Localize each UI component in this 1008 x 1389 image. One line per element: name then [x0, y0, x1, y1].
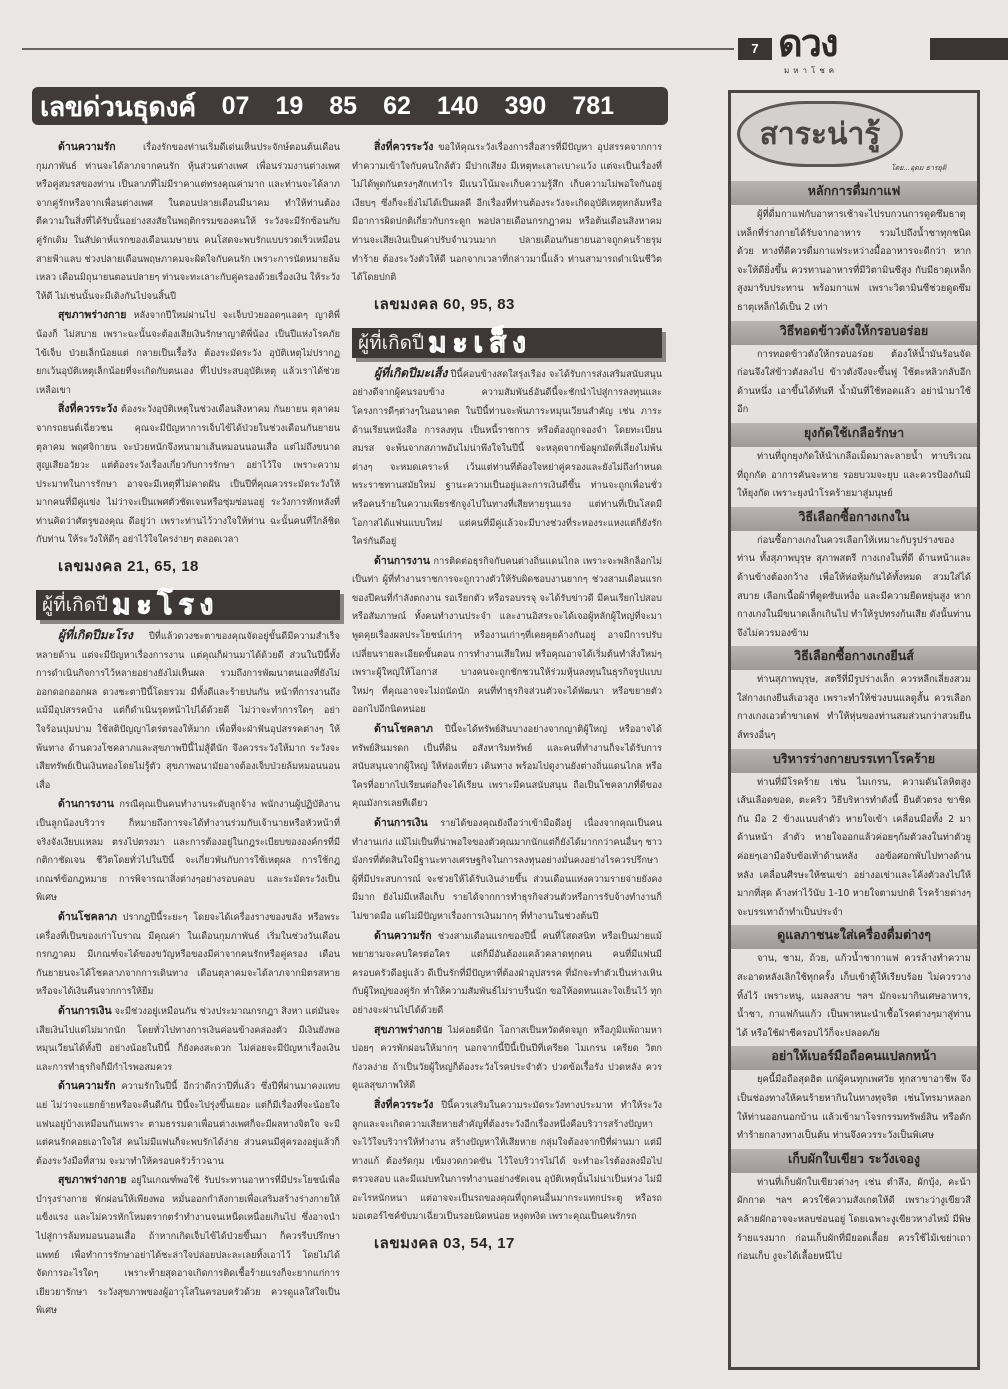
paragraph-label: สุขภาพร่างกาย	[58, 309, 127, 322]
tip-text: ยุคนี้มือถือสุดฮิต แก่ผู้คนทุกเพศวัย ทุกสาขาอาชีพ จึงเป็นช่องทางให้คนร้ายหากินในทางทุจริต เช่นโทรมาหลอกให้ท่านออกนอกบ้าน แล้วเข้ามาโจรกรรมทรัพย์สิน หรือดักทำร้ายกลางทางเป็นต้น ท่านจึงควรระวังเป็นพิเศษ	[737, 1074, 971, 1142]
magazine-logo-subtitle: มหาโชค	[784, 66, 839, 75]
tip-body	[731, 1173, 977, 1270]
tip-title: หลักการดื่มกาแฟ	[731, 181, 977, 205]
tip-title: บริหารร่างกายบรรเทาโรคร้าย	[731, 749, 977, 773]
banner-number: 140	[436, 91, 479, 120]
sidebar-header	[731, 93, 977, 181]
tip-body	[731, 205, 977, 321]
tip-text: ท่านที่ถูกยุงกัดให้นำเกลือเม็ดมาละลายน้ำ ทาบริเวณที่ถูกกัด อาการคันจะหาย รอยบวมจะยุบ และควรป้องกันมิให้ยุงกัด เพราะยุงนำโรคร้ายมาสู่มนุษย์	[737, 450, 971, 500]
tip-text: ผู้ที่ดื่มกาแฟกับอาหารเช้าจะไปรบกวนการดูดซึมธาตุเหล็กที่ร่างกายได้รับจากอาหาร รวมไปถึงน้ำชาทุกชนิดด้วย ทางที่ดีควรดื่มกาแฟระหว่างมื้ออาหารจะดีกว่า หากจะให้ดียิ่งขึ้น ควรทานอาหารที่มีวิตามินซีสูง กับมีธาตุเหล็กสูงมารับประทาน พร้อมกาแฟ เพราะวิตามินซีช่วยดูดซึมธาตุเหล็กได้เป็น 2 เท่า	[737, 209, 971, 313]
lucky-numbers-banner	[32, 87, 668, 125]
tip-item	[731, 749, 977, 926]
paragraph-fortune	[352, 720, 662, 814]
tip-item	[731, 507, 977, 647]
paragraph-text: ขอให้คุณระวังเรื่องการสื่อสารที่มีปัญหา อุปสรรคจากการทำความเข้าใจกับคนใกล้ตัว มีปากเสียง มีเหตุทะเลาะเบาะแว้ง แต่จะเป็นเรื่องที่ไม่ได้พูดกันตรงๆสักเท่าไร มีแนวโน้มจะเก็บความรู้สึก เก็บความไม่พอใจกันอยู่เงียบๆ ซึ่งก็จะยิ่งไม่ได้เป็นผลดี อีกเรื่องที่ท่านต้องระวังจะเกิดอุบัติเหตุหกล้มหรือมีอาการผิดปกติเกี่ยวกับกระดูก พอปลายเดือนกรกฎาคม หรือต้นเดือนสิงหาคม ท่านจะเสียเงินเป็นค่าปรับจำนวนมาก ปลายเดือนกันยายนอาจถูกคนร้ายรุมทำร้าย ต้องระวังตัวให้ดี นอกจากเวลาที่กล่าวมานี้แล้ว ท่านสามารถดำเนินชีวิตได้โดยปกติ	[352, 142, 663, 284]
paragraph-label: ด้านการเงิน	[58, 1004, 112, 1017]
tip-text: ท่านสุภาพบุรุษ, สตรีที่มีรูปร่างเล็ก ควรหลีกเลี่ยงสวมใส่กางเกงยีนส์เอวสูง เพราะทำให้ช่วงบนแลดูสั้น ควรเลือกกางเกงเอวต่ำขาเดฟ ทำให้หุ่นของท่านสมส่วนกว่าสวมยีนส์ทรงอื่นๆ	[737, 674, 971, 742]
sidebar-logo: สาระน่ารู้	[737, 101, 903, 167]
paragraph-lead: ผู้ที่เกิดปีมะโรง	[58, 628, 133, 643]
lucky-numbers: เลขมงคล 21, 65, 18	[58, 558, 199, 576]
paragraph-love	[36, 138, 340, 306]
paragraph-text: ปีนี้ค่อนข้างสดใสรุ่งเรือง จะได้รับการส่งเสริมสนับสนุน อย่างดีจากผู้คนรอบข้าง ความสัมพันธ์อันดีนี้จะชักนำไปสู่การลงทุนและโครงการดีๆต่างๆในอนาคต ในปีนี้ท่านจะพ้นภาระหมุนเวียนสำคัญ เช่น ภาระด้านเรียนหนังสือ การลงทุน เป็นหนี้ราชการ หรือต้องถูกจองจำ โดยทะเบียนสมรส จะพ้นจากสภาพอันไม่น่าพึงใจในปีนี้ จะหลุดจากข้อผูกมัดที่เลี่ยงไม่พ้นต่างๆ จะหมดเคราะห์ เว้นแต่ท่านที่ต้องใจหย่าคู่ครองและยังไม่ถึงกำหนดพระราชทานสมัยใหม่ ฐานะความเป็นอยู่และการเงินดีขึ้น ท่านจะถูกเพื่อนชั่วหรือคนร้ายในความเพียรชักจูงไปในทางที่เสียหายรุนแรง แต่ท่านที่เป็นโสดมีโอกาสได้แฟนแบบใหม่ แต่คนที่มีคู่แล้วจะมีบางช่วงที่ระหองระแหงแต่ก็ยังรักใคร่กันดีอยู่	[352, 368, 662, 548]
tips-list	[731, 181, 977, 1270]
header-bar	[930, 38, 1008, 60]
zodiac-year-heading	[352, 325, 662, 359]
paragraph-text: ปรากฏปีนี้ระยะๆ โดยจะได้เครื่องรางของขลัง หรือพระเครื่องที่เป็นของเก่าโบราณ มีคุณค่า ในเดือนกุมภาพันธ์ เริ่มในช่วงวันเดือนกรกฎาคม มีเกณฑ์จะได้ของขวัญหรือของมีค่าจากคนรักหรือคู่ครอง เดือนกันยายนจะได้โชคลาภจากการเดินทาง เดือนตุลาคมจะได้ลาภจากมิตรสหาย หรือจะได้เงินคืนจากการให้ยืม	[36, 911, 340, 998]
paragraph-label: สุขภาพร่างกาย	[58, 1174, 127, 1187]
heading-year: มะโรง	[112, 588, 220, 622]
paragraph-finance	[36, 1002, 340, 1077]
banner-number: 781	[572, 91, 615, 120]
paragraph-text: ปีนี้ควรเสริมในความระมัดระวังทางประมาท ทำให้ระวังลูกและจะเกิดความเสียหายสำคัญที่ต้องระวังอีกเรื่องหนึ่งคือบริวารสร้างปัญหา จะไว้ใจบริวารให้ทำงาน สร้างปัญหาให้เสียหาย กลุ่มใจต้องจากปีที่ผ่านมา แต่มีทางแก้ ต้องรัดกุม เข้มงวดกวดขัน ไว้ใจบริวารไม่ได้ จะทำอะไรต้องลงมือไปตรวจสอบ และมีแม่บทในการทำงานอย่างชัดเจน อุบัติเหตุนั้นไม่น่าเป็นห่วง ไม่มีอะไรหนักหนา แต่อาจจะเป็นรถของคุณที่ถูกคนอื่นมากระแทกประตู หรือรถมอเตอร์ไซค์ขับมาเฉี่ยวเป็นรอยนิดหน่อย หงุดหงิด เพราะคุณเป็นคนรักรถ	[352, 1099, 662, 1223]
author-credit: โดย...อุดม ธารยุติ	[891, 164, 947, 172]
paragraph-text: จะมีช่วงอยู่เหมือนกัน ช่วงประมาณกรกฎา สิงหา แต่มันจะเสียเงินไปแต่ไม่มากนัก โดยทั่วไปทางการเงินค่อนข้างคล่องตัว มีเงินยังพอหมุนเวียนได้ทั้งปี อย่างน้อยในปีนี้ ก็ยังคงสะดวก ไม่ค่อยจะมีปัญหาเรื่องเงิน และการทำธุรกิจก็มีกำไรพอสมควร	[36, 1005, 341, 1073]
tip-text: ท่านที่มีโรคร้าย เช่น ไมเกรน, ความดันโลหิตสูง เส้นเลือดขอด, ตะคริว วิธีบริหารทำดังนี้ ยืนตัวตรง ขาชิดกัน มือ 2 ข้างแนบลำตัว หายใจเข้า เคลื่อนมือทั้ง 2 มาด้านหน้า ลำตัว หายใจออกแล้วค่อยๆก้มตัวลงในท่าตัวยู ค่อยๆเอามือจับข้อเท้าด้านหลัง งอข้อศอกพับไปทางด้านหลัง เคลื่อนศีรษะให้ชนเข่า อย่างอเข่าและโค้งตัวลงไปให้มากที่สุด ค้างท่าไว้นับ 1-10 หายใจตามปกติ โรคร้ายต่างๆจะบรรเทาถ้าทำเป็นประจำ	[737, 776, 971, 918]
paragraph-intro	[36, 626, 340, 795]
paragraph-love	[36, 1077, 340, 1171]
paragraph-label: ด้านการเงิน	[374, 817, 428, 829]
banner-number: 390	[504, 91, 547, 120]
lucky-numbers: เลขมงคล 03, 54, 17	[374, 1235, 515, 1253]
paragraph-label: สิ่งที่ควรระวัง	[374, 141, 434, 153]
tip-item	[731, 925, 977, 1046]
paragraph-text: ช่วงสามเดือนแรกของปีนี้ คนที่โสดสนิท หรือเป็นม่ายแม้พยายามจะคบใครต่อใคร แต่ก็มีอันต้องแคล้วคลาดทุกคน คนที่มีแฟนมีครอบครัวดีอยู่แล้ว ดีเป็นรักที่มีปัญหาที่ต้องฝ่าอุปสรรค ที่มักจะทำตัวเป็นห่างเหินกับผู้ใหญ่ของคู่รัก ทำให้ความสัมพันธ์ไม่ราบรื่นนัก ขอให้อดทนและใจเย็นไว้ ทุกอย่างจะผ่านไปได้ด้วยดี	[352, 930, 662, 1016]
paragraph-lead: ผู้ที่เกิดปีมะเส็ง	[374, 365, 448, 380]
tip-title: วิธีเลือกซื้อกางเกงใน	[731, 507, 977, 531]
tip-body	[731, 670, 977, 748]
paragraph-label: ด้านความรัก	[374, 929, 432, 942]
paragraph-work	[352, 552, 662, 720]
paragraph-health	[36, 306, 340, 400]
paragraph-text: ไม่ค่อยดีนัก โอกาสเป็นหวัดคัดจมูก หรือภูมิแพ้ถามหาบ่อยๆ ควรพักผ่อนให้มากๆ นอกจากนี้ปีนี้เป็นปีที่เครียด ไมเกรน เครียด วิตกกังวลง่าย ถ้าเป็นวัยผู้ใหญ่ก็ต้องระวังโรคประจำตัว ปวดข้อเรื้อรัง ปวดหลัง ควรดูแลสุขภาพให้ดี	[352, 1024, 662, 1092]
paragraph-work	[36, 795, 340, 908]
paragraph-text: ต้องระวังอุบัติเหตุในช่วงเดือนสิงหาคม กันยายน ตุลาคม จากรถยนต์เฉี่ยวชน คุณจะมีปัญหาการเจ็บไข้ได้ป่วยในช่วงเดือนกันยายน ตุลาคม พฤศจิกายน จะป่วยหนักจึงหนามาเส้นหมอนนอนเสื่อ แต่ไม่ถึงขนาดสูญเสียอวัยวะ แต่ต้องระวังเรื่องเกี่ยวกับการรักษา อย่าไว้ใจ เพราะความประมาทในการรักษา อาจจะมีเหตุที่ไม่คาดฝัน เป็นปีที่คุณควรระมัดระวังให้มากคนที่มีคู่แข่ง ไม่ว่าจะเป็นเพศตัวชัดเจนหรือซุ่มซ่อนอยู่ ระวังการหักหลังที่ท่านคิดว่าศัตรูของคุณ ดีอยู่ว่า เพราะท่านไว้วางใจให้ท่าน ฉะนั้นคนที่ใกล้ชิดกับท่าน ให้ระวังให้ดีๆ อย่าไว้ใจใครง่ายๆ ตลอดเวลา	[36, 404, 340, 546]
middle-column	[352, 138, 662, 1267]
tip-title: ดูแลภาชนะใส่เครื่องดื่มต่างๆ	[731, 925, 977, 949]
magazine-logo	[778, 24, 928, 74]
banner-number: 19	[275, 91, 304, 120]
paragraph-label: ด้านการงาน	[374, 554, 430, 567]
tip-item	[731, 181, 977, 321]
heading-prefix: ผู้ที่เกิดปี	[42, 594, 109, 617]
paragraph-text: กรณีคุณเป็นคนทำงานระดับลูกจ้าง พนักงานผู้ปฏิบัติงานเป็นลูกน้องบริวาร ก็หมายถึงการจะได้ทำงานร่วมกับเจ้านายหรือหัวหน้าที่จริงจังเงียบแหลม ตรงไปตรงมา และการต้องอยู่ในกฎระเบียบขององค์กรที่มีกติกาชัดเจน ชีวิตโดยทั่วไปในปีนี้ จะเกี่ยวพันกับการใช้เหตุผล การใช้กฎเกณฑ์ข้อกฎหมาย การพิจารณาสิ่งต่างๆอย่างรอบคอบ และระมัดระวังเป็นพิเศษ	[36, 799, 340, 904]
tip-item	[731, 1046, 977, 1148]
paragraph-finance	[352, 814, 662, 927]
paragraph-text: ความรักในปีนี้ อีกว่าดีกว่าปีที่แล้ว ซึ่งปีที่ผ่านมาคงแทบแย่ ไม่ว่าจะแยกย้ายหรือจะคืนดีกัน ปีนี้จะไปรุ่งขึ้นเยอะ แต่ก็มีเรื่องที่จะน้อยใจแฟนอยู่บ้างเหมือนกันเพราะ ตามธรรมดาเพื่อนต่างเพศก็จะมีผลทางจิตใจ จะมีแต่คนรักคอยเอาใจใส่ คนไม่มีแฟนก็จะพบรักได้ง่าย ส่วนคนมีคู่ครองอยู่แล้วก็ต้องระวังมือที่สาม จะมาทำให้ครอบครัวร้าวฉาน	[36, 1081, 340, 1167]
lucky-numbers: เลขมงคล 60, 95, 83	[374, 295, 515, 313]
paragraph-text: เรื่องรักของท่านเริ่มดีเด่นเห็นประจักษ์ตอนต้นเดือนกุมภาพันธ์ ท่านจะได้ลาภจากคนรัก หุ้นส่วนต่างเพศ เพื่อนร่วมงานต่างเพศ หรือคู่สมรสของท่าน เป็นลาภที่ไม่มีราคาแต่ทรงคุณค่ามาก และท่านจะได้ลาภจากคู่รักหรือจากเพื่อนต่างเพศ ในตอนปลายเดือนมีนาคม ทำให้ท่านต้องตีความในสิ่งที่ได้รับนั้นอย่างสงสัยในพฤติกรรมของคนให้ ระวังจะมีรักซ้อนกับคู่รักเดิม ในสัปดาห์แรกของเดือนเมษายน คนโสดจะพบรักแบบรวดเร็วเหมือนสายฟ้าแลบ ช่วงปลายเดือนพฤษภาคมจะผิดใจกับคนรัก เพราะการนัดหมายล้มเหลว เดือนมิถุนายนตอนปลายๆ ท่านจะทะเลาะกับคู่ครองด้วยเรื่องเงิน ให้ระวังให้ดี ไม่เช่นนั้นจะมีเดิงกันไปจนสิ้นปี	[36, 142, 340, 302]
knowledge-sidebar	[728, 90, 980, 1370]
tip-body	[731, 345, 977, 423]
tip-body	[731, 949, 977, 1046]
banner-title: เลขด่วนธุดงค์	[40, 91, 196, 122]
zodiac-year-heading	[36, 590, 340, 620]
magazine-logo-word: ดวง	[778, 23, 837, 65]
tip-title: วิธีเลือกซื้อกางเกงยีนส์	[731, 646, 977, 670]
paragraph-label: ด้านการงาน	[58, 798, 114, 811]
tip-title: เก็บผักใบเขียว ระวังเจองู	[731, 1149, 977, 1173]
heading-prefix: ผู้ที่เกิดปี	[358, 331, 425, 354]
left-column	[36, 138, 340, 1321]
tip-item	[731, 1149, 977, 1270]
tip-body	[731, 531, 977, 647]
paragraph-health	[352, 1021, 662, 1096]
banner-number: 62	[383, 91, 411, 120]
paragraph-caution	[36, 400, 340, 550]
paragraph-label: ด้านความรัก	[58, 1080, 116, 1093]
tip-text: ท่านที่เก็บผักใบเขียวต่างๆ เช่น ตำลึง, ผักบุ้ง, คะน้า ผักกาด ฯลฯ ควรใช้ความสังเกตให้ดี เพราะว่างูเขียวสีคล้ายผักอาจจะหลบซ่อนอยู่ โดยเฉพาะงูเขียวหางไหม้ มีพิษร้ายแรงมาก ก่อนเก็บผักที่มียอดเลื้อย ควรใช้ไม้เขย่าเถาก่อนเก็บ งูจะได้เลื้อยหนีไป	[737, 1176, 971, 1263]
tip-item	[731, 646, 977, 748]
tip-item	[731, 423, 977, 507]
paragraph-text: หลังจากปีใหม่ผ่านไป จะเจ็บป่วยออดๆแอดๆ ญาติพี่น้องก็ ไม่สบาย เพราะฉะนั้นจะต้องเสียเงินรักษาญาติพี่น้อง เป็นปีแห่งโรคภัยไข้เจ็บ ป่วยเล็กน้อยแต่ กลายเป็นเรื้อรัง ต้องระมัดระวัง อุบัติเหตุไม่ปรากฏ ยกเว้นอุบัติเหตุเล็กน้อยที่จะเกิดกับตนเอง ที่ไปประสบอุบัติเหตุ แล้วเราได้ช่วยเหลือเขา	[36, 310, 340, 396]
tip-text: จาน, ชาม, ถ้วย, แก้วน้ำชากาแฟ ควรล้างทำความสะอาดหลังเลิกใช้ทุกครั้ง เก็บเข้าตู้ให้เรียบร้อย ไม่ควรวางทิ้งไว้ เพราะหนู, แมลงสาบ ฯลฯ มักจะมากินเศษอาหาร, น้ำชา, กาแฟก้นแก้ว เป็นพาหนะนำเชื้อโรคต่างๆมาสู่ท่านได้ หรือใช้ฝาชีครอบไว้ก็จะปลอดภัย	[737, 953, 971, 1039]
paragraph-label: สิ่งที่ควรระวัง	[374, 1098, 434, 1111]
tip-body	[731, 773, 977, 926]
tip-title: ยุงกัดใช้เกลือรักษา	[731, 423, 977, 447]
tip-body	[731, 1070, 977, 1148]
paragraph-caution	[352, 1096, 662, 1227]
paragraph-intro	[352, 364, 662, 552]
tip-title: อย่าให้เบอร์มือถือคนแปลกหน้า	[731, 1046, 977, 1070]
banner-number: 07	[221, 91, 250, 120]
paragraph-caution	[352, 138, 662, 288]
paragraph-label: สิ่งที่ควรระวัง	[58, 403, 118, 416]
paragraph-label: สุขภาพร่างกาย	[374, 1023, 443, 1036]
page-number: 7	[738, 38, 772, 60]
paragraph-text: อยู่ในเกณฑ์พอใช้ รับประทานอาหารที่มีประโยชน์เพื่อบำรุงร่างกาย พักผ่อนให้เพียงพอ หมั่นออกกำลังกายเพื่อเสริมสร้างร่างกายให้แข็งแรง และไม่ควรหักโหมตรากตรำทำงานจนเหน็ดเหนื่อยเกินไป ซึ่งอาจนำไปสู่การล้มหมอนนอนเสื่อ ถ้าหากเกิดเจ็บไข้ได้ป่วยขึ้นมา ก็ควรรีบปรึกษาแพทย์ เพื่อทำการรักษาอย่าได้ชะล่าใจปล่อยปละละเลยทิ้งเอาไว้ โดยไม่ได้จัดการอะไรใดๆ เพราะท้ายสุดอาจเกิดการติดเชื้อร้ายแรงก็จะยากแก่การเยียวยารักษา ระวังสุขภาพของผู้อาวุโสในครอบครัวด้วย ควรดูแลใส่ใจเป็นพิเศษ	[36, 1175, 340, 1317]
heading-year: มะเส็ง	[428, 325, 532, 359]
tip-body	[731, 447, 977, 507]
paragraph-text: ปีที่แล้วดวงชะตาของคุณจัดอยู่ขั้นดีมีความสำเร็จหลายด้าน แต่จะมีปัญหาเรื่องการงาน แต่คุณก็ผ่านมาได้ด้วยดี ส่วนในปีนี้ทั้งการดำเนินกิจการไว้หลายอย่างยังไม่เห็นผล รวมถึงการพัฒนาตนเองที่ยังไม่ออกดอกออกผล ดวงชะตาปีนี้โดยรวม มีทั้งดีและร้ายปนกัน หน้าที่การงานถึงแม้มีอุปสรรคบ้าง แต่ก็ดำเนินรุดหน้าไปได้ด้วยดี ไม่ว่าจะทำการใดๆ อย่าใจร้อนบุ่มบ่าม ใช้สติปัญญาไตร่ตรองให้มาก เพื่อที่จะฝ่าฟันอุปสรรคต่างๆ ให้พ้นทาง ด้านดวงโชคลาภและสุขภาพปีนี้ไม่สู้ดีนัก จึงควรระวังให้มาก ระวังจะเสียทรัพย์เป็นเงินทองโดยไม่รู้ตัว สุขภาพอนามัยอาจต้องเจ็บป่วยล้มหมอนนอนเสื่อ	[36, 631, 340, 791]
paragraph-love	[352, 927, 662, 1021]
paragraph-fortune	[36, 908, 340, 1002]
paragraph-label: ด้านความรัก	[58, 141, 116, 153]
paragraph-health	[36, 1171, 340, 1321]
tip-text: การทอดข้าวตังให้กรอบอร่อย ต้องให้น้ำมันร้อนจัดก่อนจึงใส่ข้าวตังลงไป ข้าวตังจึงจะขึ้นฟู ใช้ตะหลิวกลับอีกด้านหนึ่ง เอาขึ้นได้ทันที น้ำมันที่ใช้ทอดแล้ว อย่านำมาใช้อีก	[737, 348, 971, 416]
paragraph-label: ด้านโชคลาภ	[374, 723, 433, 736]
header-rule	[22, 48, 734, 50]
tip-title: วิธีทอดข้าวตังให้กรอบอร่อย	[731, 321, 977, 345]
banner-number: 85	[329, 91, 358, 120]
tip-text: ก่อนซื้อกางเกงในควรเลือกให้เหมาะกับรูปร่างของท่าน ทั้งสุภาพบุรุษ สุภาพสตรี กางเกงในที่ดี ด้านหน้าและด้านข้างต้องกว้าง เพื่อให้ห่อหุ้มกันได้ทั้งหมด สวมใส่ได้สบาย เลือกเนื้อผ้าที่ดูดซับเหงื่อ และมีความยืดหยุ่นสูง หากกางเกงในมีขนาดเล็กเกินไป ทำให้รูปทรงก้นเสีย ดังนั้นท่านจึงไม่ควรมองข้าม	[737, 534, 971, 639]
paragraph-text: การติดต่อธุรกิจกับคนต่างถิ่นแดนไกล เพราะจะพลิกล็อกไม่เป็นท่า ผู้ที่ทำงานราชการจะถูกวางตัวให้รับผิดชอบงานยากๆ ช่วงสามเดือนแรกของปีคนที่กำลังตกงาน รอเรียกตัว หรือรอบรรจุ จะได้รับข่าวดี มีคนเรียกไปสอบหรือสัมภาษณ์ ทั้งคนทำงานประจำ และงานอิสระจะได้เจอผู้หลักผู้ใหญ่ที่จะมาพูดคุยเรื่องผลประโยชน์เก่าๆ หรืองานเก่าๆที่เคยคุยค้างกันอยู่ อาจมีการปรับเปลี่ยนรายละเอียดขั้นตอน การทำงานเสียใหม่ หรือคุณอาจได้เริ่มต้นทำสิ่งใหม่ๆ เพราะผู้ใหญ่ให้โอกาส บางคนจะถูกชักชวนให้ร่วมหุ้นลงทุนในธุรกิจรูปแบบใหม่ๆ ที่คุณอาจจะไม่ถนัดนัก คนที่ทำธุรกิจส่วนตัวจะได้พัฒนา หรือขยายตัวออกไปอีกนิดหน่อย	[352, 555, 662, 716]
paragraph-text: ปีนี้จะได้ทรัพย์สินบางอย่างจากญาติผู้ใหญ่ หรืออาจได้ทรัพย์สินมรดก เป็นที่ดิน อสังหาริมทรัพย์ และคนที่ทำงานก็จะได้รับการสนับสนุนจากผู้ใหญ่ ให้ท่องเที่ยว เดินทาง พร้อมไปดูงานยังต่างถิ่นแดนไกล หรือใครที่อยากไปเรียนต่อก็จะได้เรียน เพราะมีคนสนับสนุน ถือเป็นโชคลาภที่ดีของคุณมังกรเลยทีเดียว	[352, 724, 663, 810]
paragraph-label: ด้านโชคลาภ	[58, 910, 117, 923]
tip-item	[731, 321, 977, 423]
paragraph-text: รายได้ของคุณยังถือว่าเข้ามือดีอยู่ เนื่องจากคุณเป็นคนทำงานเก่ง แม้ไม่เป็นที่น่าพอใจของตัวคุณมากนักแต่ก็ยังได้มากกว่าคนอื่นๆ ชาวมังกรที่ตัดสินใจมีฐานะทางเศรษฐกิจในการลงทุนอย่างมั่นคงอย่างไรควรปรึกษาผู้ที่มีประสบการณ์ จะช่วยให้ได้รับเงินง่ายขึ้น ส่วนเดือนแห่งความรายจ่ายยังคงมีมาก ยังไม่มีเหลือเก็บ รายได้จากการทำธุรกิจส่วนตัวหรือการรับจ้างทำงานก็ไม่ขาดมือ แต่ไม่มีปัญหาเรื่องการเงินมากๆ ที่ทำงานในช่วงต้นปี	[352, 818, 662, 922]
